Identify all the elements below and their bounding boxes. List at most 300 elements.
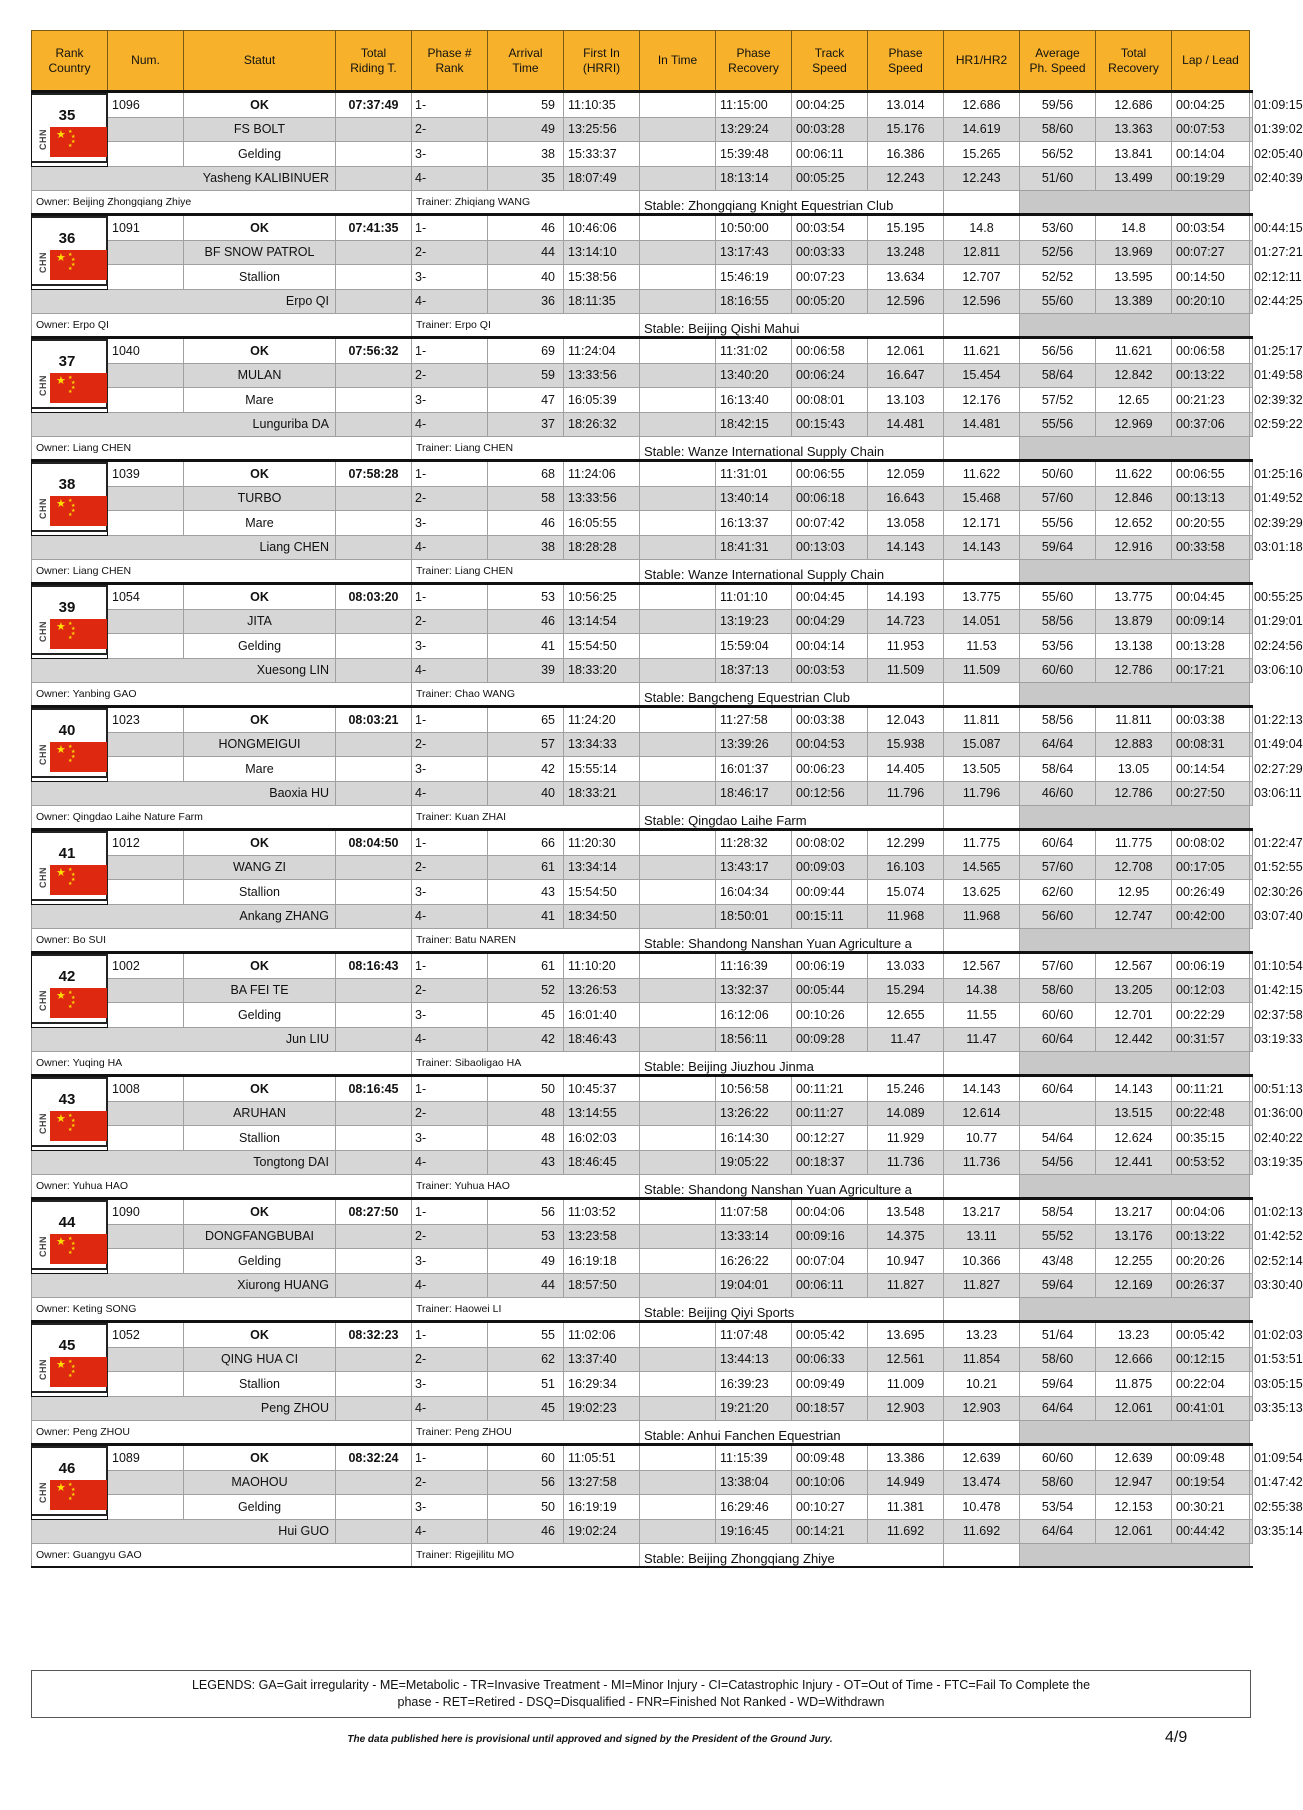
- stable-spacer: [1020, 1421, 1250, 1445]
- in-time: 11:15:00: [716, 92, 792, 118]
- num-spacer: [108, 1347, 184, 1372]
- in-time: 19:04:01: [716, 1273, 792, 1298]
- total-spacer: [336, 855, 412, 880]
- track-speed: 13.386: [868, 1445, 944, 1471]
- total-spacer: [336, 1396, 412, 1421]
- total-spacer: [336, 486, 412, 511]
- phase-label: 1-: [412, 830, 488, 856]
- in-time: 13:38:04: [716, 1470, 792, 1495]
- first-in: [640, 363, 716, 388]
- phase-label: 3-: [412, 142, 488, 167]
- lap-lead: 02:24:56: [1250, 634, 1253, 659]
- total-spacer: [336, 1372, 412, 1397]
- horse-number: 1012: [108, 830, 184, 856]
- stable: Stable: Beijing Jiuzhou Jinma: [640, 1052, 944, 1076]
- phase-speed: 12.567: [944, 953, 1020, 979]
- heart-rate: 57/60: [1020, 486, 1096, 511]
- heart-rate: 59/64: [1020, 535, 1096, 560]
- lap-lead: 01:09:54: [1250, 1445, 1253, 1471]
- phase-rank: 50: [488, 1076, 564, 1102]
- heart-rate: 64/64: [1020, 732, 1096, 757]
- first-in: [640, 412, 716, 437]
- track-speed: 11.736: [868, 1150, 944, 1175]
- arrival-time: 11:24:20: [564, 707, 640, 733]
- total-spacer: [336, 609, 412, 634]
- total-recovery: 00:31:57: [1172, 1027, 1250, 1052]
- phase-speed: 11.622: [944, 461, 1020, 487]
- phase-label: 3-: [412, 1372, 488, 1397]
- arrival-time: 16:19:19: [564, 1495, 640, 1520]
- arrival-time: 13:23:58: [564, 1224, 640, 1249]
- in-time: 13:40:20: [716, 363, 792, 388]
- in-time: 13:29:24: [716, 117, 792, 142]
- total-recovery: 00:19:54: [1172, 1470, 1250, 1495]
- phase-recovery: 00:06:55: [792, 461, 868, 487]
- stable-spacer: [1020, 437, 1250, 461]
- rank-number: 40: [58, 722, 76, 739]
- lap-lead: 01:42:15: [1250, 978, 1253, 1003]
- stable: Stable: Qingdao Laihe Farm: [640, 806, 944, 830]
- country-code: CHN: [38, 1236, 48, 1257]
- phase-recovery: 00:15:11: [792, 904, 868, 929]
- phase-rank: 45: [488, 1003, 564, 1028]
- heart-rate: 58/56: [1020, 707, 1096, 733]
- average-speed: 13.05: [1096, 757, 1172, 782]
- in-time: 11:16:39: [716, 953, 792, 979]
- column-header-phase: Phase # Rank: [412, 31, 488, 92]
- arrival-time: 11:03:52: [564, 1199, 640, 1225]
- phase-recovery: 00:07:23: [792, 265, 868, 290]
- phase-recovery: 00:07:42: [792, 511, 868, 536]
- china-flag-icon: ★ ★ ★ ★ ★: [50, 496, 107, 526]
- total-recovery: 00:27:50: [1172, 781, 1250, 806]
- rank-box: [32, 831, 108, 901]
- total-riding-time: 08:16:43: [336, 953, 412, 979]
- phase-speed: 11.796: [944, 781, 1020, 806]
- arrival-time: 18:26:32: [564, 412, 640, 437]
- table-row: [32, 658, 1253, 683]
- arrival-time: 18:33:20: [564, 658, 640, 683]
- average-speed: 12.441: [1096, 1150, 1172, 1175]
- heart-rate: 55/52: [1020, 1224, 1096, 1249]
- in-time: 19:16:45: [716, 1519, 792, 1544]
- total-recovery: 00:09:48: [1172, 1445, 1250, 1471]
- total-recovery: 00:13:13: [1172, 486, 1250, 511]
- lap-lead: 01:22:13: [1250, 707, 1253, 733]
- total-recovery: 00:12:03: [1172, 978, 1250, 1003]
- phase-recovery: 00:12:56: [792, 781, 868, 806]
- legend-line-2: phase - RET=Retired - DSQ=Disqualified - FNR=Finished Not Ranked - WD=Withdrawn: [397, 1695, 885, 1709]
- arrival-time: 13:14:55: [564, 1101, 640, 1126]
- trainer: Trainer: Liang CHEN: [412, 437, 640, 461]
- rider-name: Erpo QI: [32, 289, 336, 314]
- arrival-time: 13:14:54: [564, 609, 640, 634]
- table-row: [32, 1126, 1253, 1151]
- phase-rank: 36: [488, 289, 564, 314]
- heart-rate: 58/60: [1020, 1347, 1096, 1372]
- total-recovery: 00:22:48: [1172, 1101, 1250, 1126]
- table-row: [32, 1273, 1253, 1298]
- rank-box: [32, 462, 108, 532]
- phase-recovery: 00:11:21: [792, 1076, 868, 1102]
- first-in: [640, 1322, 716, 1348]
- owner-trainer-row: [32, 191, 1253, 215]
- average-speed: 12.95: [1096, 880, 1172, 905]
- total-spacer: [336, 166, 412, 191]
- phase-speed: 10.77: [944, 1126, 1020, 1151]
- in-time: 16:29:46: [716, 1495, 792, 1520]
- stable: Stable: Bangcheng Equestrian Club: [640, 683, 944, 707]
- table-row: [32, 289, 1253, 314]
- table-row: [32, 363, 1253, 388]
- china-flag-icon: ★ ★ ★ ★ ★: [50, 865, 107, 895]
- owner: Owner: Peng ZHOU: [32, 1421, 412, 1445]
- phase-label: 2-: [412, 486, 488, 511]
- table-row: [32, 388, 1253, 413]
- phase-speed: 12.707: [944, 265, 1020, 290]
- trainer: Trainer: Erpo QI: [412, 314, 640, 338]
- in-time: 11:31:02: [716, 338, 792, 364]
- rank-number: 46: [58, 1460, 76, 1477]
- table-row: [32, 904, 1253, 929]
- phase-speed: 12.686: [944, 92, 1020, 118]
- phase-label: 1-: [412, 92, 488, 118]
- total-recovery: 00:20:55: [1172, 511, 1250, 536]
- heart-rate: 58/64: [1020, 757, 1096, 782]
- first-in: [640, 757, 716, 782]
- phase-rank: 58: [488, 486, 564, 511]
- phase-label: 3-: [412, 757, 488, 782]
- phase-label: 1-: [412, 1199, 488, 1225]
- track-speed: 16.643: [868, 486, 944, 511]
- total-recovery: 00:09:14: [1172, 609, 1250, 634]
- first-in: [640, 1495, 716, 1520]
- country-code: CHN: [38, 129, 48, 150]
- track-speed: 13.634: [868, 265, 944, 290]
- first-in: [640, 880, 716, 905]
- horse-gender: Stallion: [184, 1126, 336, 1151]
- num-spacer: [108, 1003, 184, 1028]
- phase-rank: 56: [488, 1199, 564, 1225]
- heart-rate: 60/64: [1020, 830, 1096, 856]
- track-speed: 16.647: [868, 363, 944, 388]
- column-header-hr: HR1/HR2: [944, 31, 1020, 92]
- phase-rank: 51: [488, 1372, 564, 1397]
- num-spacer: [108, 1101, 184, 1126]
- phase-speed: 12.171: [944, 511, 1020, 536]
- num-spacer: [108, 1495, 184, 1520]
- total-spacer: [336, 1150, 412, 1175]
- first-in: [640, 609, 716, 634]
- owner: Owner: Liang CHEN: [32, 437, 412, 461]
- phase-speed: 14.565: [944, 855, 1020, 880]
- lap-lead: 02:59:22: [1250, 412, 1253, 437]
- lap-lead: 02:37:58: [1250, 1003, 1253, 1028]
- phase-recovery: 00:09:28: [792, 1027, 868, 1052]
- rank-box: [32, 708, 108, 778]
- lap-lead: 01:02:13: [1250, 1199, 1253, 1225]
- total-spacer: [336, 142, 412, 167]
- phase-rank: 46: [488, 609, 564, 634]
- average-speed: 13.499: [1096, 166, 1172, 191]
- stable-spacer: [944, 560, 1020, 584]
- total-riding-time: 08:03:20: [336, 584, 412, 610]
- owner: Owner: Yanbing GAO: [32, 683, 412, 707]
- phase-recovery: 00:10:26: [792, 1003, 868, 1028]
- status: OK: [184, 338, 336, 364]
- phase-label: 2-: [412, 363, 488, 388]
- in-time: 13:40:14: [716, 486, 792, 511]
- rider-name: Xiurong HUANG: [32, 1273, 336, 1298]
- column-header-phase-speed: Phase Speed: [868, 31, 944, 92]
- rank-number: 42: [58, 968, 76, 985]
- horse-gender: Gelding: [184, 142, 336, 167]
- phase-speed: 12.639: [944, 1445, 1020, 1471]
- stable: Stable: Wanze International Supply Chain: [640, 437, 944, 461]
- phase-recovery: 00:06:23: [792, 757, 868, 782]
- heart-rate: 56/52: [1020, 142, 1096, 167]
- phase-rank: 47: [488, 388, 564, 413]
- phase-rank: 46: [488, 215, 564, 241]
- lap-lead: 02:55:38: [1250, 1495, 1253, 1520]
- table-row: [32, 1027, 1253, 1052]
- country-code: CHN: [38, 498, 48, 519]
- total-spacer: [336, 757, 412, 782]
- average-speed: 12.947: [1096, 1470, 1172, 1495]
- total-recovery: 00:06:58: [1172, 338, 1250, 364]
- arrival-time: 19:02:24: [564, 1519, 640, 1544]
- owner: Owner: Keting SONG: [32, 1298, 412, 1322]
- heart-rate: 56/60: [1020, 904, 1096, 929]
- column-header-total: Total Riding T.: [336, 31, 412, 92]
- table-row: [32, 1347, 1253, 1372]
- phase-speed: 15.265: [944, 142, 1020, 167]
- stable: Stable: Anhui Fanchen Equestrian: [640, 1421, 944, 1445]
- phase-rank: 62: [488, 1347, 564, 1372]
- owner: Owner: Qingdao Laihe Nature Farm: [32, 806, 412, 830]
- phase-rank: 61: [488, 855, 564, 880]
- total-spacer: [336, 1273, 412, 1298]
- heart-rate: 51/60: [1020, 166, 1096, 191]
- heart-rate: 64/64: [1020, 1396, 1096, 1421]
- phase-speed: 11.968: [944, 904, 1020, 929]
- phase-label: 4-: [412, 1396, 488, 1421]
- total-riding-time: 07:37:49: [336, 92, 412, 118]
- phase-rank: 42: [488, 1027, 564, 1052]
- entry-block: [32, 707, 1303, 830]
- phase-rank: 38: [488, 535, 564, 560]
- stable-spacer: [1020, 1298, 1250, 1322]
- phase-recovery: 00:12:27: [792, 1126, 868, 1151]
- table-header-row: [32, 31, 1253, 92]
- stable-spacer: [944, 314, 1020, 338]
- phase-speed: 14.143: [944, 535, 1020, 560]
- track-speed: 13.103: [868, 388, 944, 413]
- total-recovery: 00:20:10: [1172, 289, 1250, 314]
- horse-gender: Gelding: [184, 1003, 336, 1028]
- rank-country-cell: [32, 215, 108, 290]
- average-speed: 12.169: [1096, 1273, 1172, 1298]
- entry-block: [32, 461, 1303, 584]
- phase-label: 2-: [412, 855, 488, 880]
- phase-rank: 69: [488, 338, 564, 364]
- phase-recovery: 00:18:37: [792, 1150, 868, 1175]
- total-recovery: 00:22:04: [1172, 1372, 1250, 1397]
- rank-box: [32, 954, 108, 1024]
- stable-spacer: [944, 1175, 1020, 1199]
- entry-block: [32, 830, 1303, 953]
- arrival-time: 18:46:45: [564, 1150, 640, 1175]
- in-time: 13:44:13: [716, 1347, 792, 1372]
- arrival-time: 13:26:53: [564, 978, 640, 1003]
- arrival-time: 18:34:50: [564, 904, 640, 929]
- first-in: [640, 117, 716, 142]
- stable-spacer: [944, 683, 1020, 707]
- total-spacer: [336, 117, 412, 142]
- phase-label: 1-: [412, 953, 488, 979]
- column-header-in-time: In Time: [640, 31, 716, 92]
- num-spacer: [108, 240, 184, 265]
- in-time: 16:26:22: [716, 1249, 792, 1274]
- table-row: [32, 511, 1253, 536]
- china-flag-icon: ★ ★ ★ ★ ★: [50, 1111, 107, 1141]
- phase-speed: 11.692: [944, 1519, 1020, 1544]
- china-flag-icon: ★ ★ ★ ★ ★: [50, 742, 107, 772]
- in-time: 18:56:11: [716, 1027, 792, 1052]
- arrival-time: 16:01:40: [564, 1003, 640, 1028]
- lap-lead: 03:30:40: [1250, 1273, 1253, 1298]
- phase-speed: 10.21: [944, 1372, 1020, 1397]
- phase-recovery: 00:05:44: [792, 978, 868, 1003]
- in-time: 10:50:00: [716, 215, 792, 241]
- first-in: [640, 904, 716, 929]
- in-time: 13:43:17: [716, 855, 792, 880]
- in-time: 11:07:48: [716, 1322, 792, 1348]
- arrival-time: 10:46:06: [564, 215, 640, 241]
- stable: Stable: Beijing Qishi Mahui: [640, 314, 944, 338]
- track-speed: 12.903: [868, 1396, 944, 1421]
- phase-speed: 13.23: [944, 1322, 1020, 1348]
- heart-rate: 60/64: [1020, 1027, 1096, 1052]
- horse-number: 1054: [108, 584, 184, 610]
- phase-rank: 46: [488, 1519, 564, 1544]
- lap-lead: 01:25:16: [1250, 461, 1253, 487]
- phase-rank: 43: [488, 1150, 564, 1175]
- heart-rate: 60/60: [1020, 1003, 1096, 1028]
- phase-speed: 11.775: [944, 830, 1020, 856]
- first-in: [640, 1273, 716, 1298]
- heart-rate: 58/54: [1020, 1199, 1096, 1225]
- average-speed: 13.515: [1096, 1101, 1172, 1126]
- track-speed: 14.143: [868, 535, 944, 560]
- phase-label: 1-: [412, 461, 488, 487]
- phase-recovery: 00:03:38: [792, 707, 868, 733]
- phase-speed: 10.478: [944, 1495, 1020, 1520]
- heart-rate: 60/60: [1020, 1445, 1096, 1471]
- arrival-time: 15:55:14: [564, 757, 640, 782]
- arrival-time: 10:45:37: [564, 1076, 640, 1102]
- arrival-time: 15:54:50: [564, 634, 640, 659]
- total-recovery: 00:14:50: [1172, 265, 1250, 290]
- total-spacer: [336, 634, 412, 659]
- heart-rate: 58/60: [1020, 117, 1096, 142]
- track-speed: 11.509: [868, 658, 944, 683]
- rank-country-cell: [32, 92, 108, 167]
- arrival-time: 13:25:56: [564, 117, 640, 142]
- track-speed: 14.949: [868, 1470, 944, 1495]
- arrival-time: 11:20:30: [564, 830, 640, 856]
- track-speed: 11.953: [868, 634, 944, 659]
- phase-label: 1-: [412, 1445, 488, 1471]
- phase-label: 1-: [412, 1076, 488, 1102]
- owner: Owner: Guangyu GAO: [32, 1544, 412, 1568]
- horse-gender: Stallion: [184, 880, 336, 905]
- country-code: CHN: [38, 375, 48, 396]
- trainer: Trainer: Zhiqiang WANG: [412, 191, 640, 215]
- table-row: [32, 535, 1253, 560]
- average-speed: 12.153: [1096, 1495, 1172, 1520]
- table-row: [32, 1150, 1253, 1175]
- average-speed: 13.205: [1096, 978, 1172, 1003]
- in-time: 13:17:43: [716, 240, 792, 265]
- entry-block: [32, 1076, 1303, 1199]
- num-spacer: [108, 757, 184, 782]
- first-in: [640, 1470, 716, 1495]
- phase-rank: 49: [488, 1249, 564, 1274]
- total-recovery: 00:13:28: [1172, 634, 1250, 659]
- lap-lead: 00:55:25: [1250, 584, 1253, 610]
- phase-speed: 13.217: [944, 1199, 1020, 1225]
- track-speed: 15.938: [868, 732, 944, 757]
- arrival-time: 16:05:39: [564, 388, 640, 413]
- rider-name: Jun LIU: [32, 1027, 336, 1052]
- phase-rank: 43: [488, 880, 564, 905]
- owner-trainer-row: [32, 314, 1253, 338]
- rider-name: Hui GUO: [32, 1519, 336, 1544]
- stable-spacer: [944, 1052, 1020, 1076]
- first-in: [640, 1199, 716, 1225]
- lap-lead: 02:12:11: [1250, 265, 1253, 290]
- track-speed: 15.074: [868, 880, 944, 905]
- phase-speed: 10.366: [944, 1249, 1020, 1274]
- lap-lead: 03:07:40: [1250, 904, 1253, 929]
- lap-lead: 01:25:17: [1250, 338, 1253, 364]
- phase-recovery: 00:14:21: [792, 1519, 868, 1544]
- stable-spacer: [1020, 1544, 1250, 1568]
- phase-rank: 53: [488, 1224, 564, 1249]
- track-speed: 12.243: [868, 166, 944, 191]
- owner-trainer-row: [32, 1052, 1253, 1076]
- total-spacer: [336, 1519, 412, 1544]
- status: OK: [184, 92, 336, 118]
- heart-rate: 57/52: [1020, 388, 1096, 413]
- phase-rank: 49: [488, 117, 564, 142]
- stable-spacer: [944, 1298, 1020, 1322]
- horse-name: BA FEI TE: [184, 978, 336, 1003]
- first-in: [640, 1224, 716, 1249]
- lap-lead: 01:49:52: [1250, 486, 1253, 511]
- in-time: 11:15:39: [716, 1445, 792, 1471]
- phase-rank: 68: [488, 461, 564, 487]
- average-speed: 12.883: [1096, 732, 1172, 757]
- in-time: 13:39:26: [716, 732, 792, 757]
- first-in: [640, 658, 716, 683]
- first-in: [640, 142, 716, 167]
- horse-gender: Mare: [184, 388, 336, 413]
- average-speed: 12.842: [1096, 363, 1172, 388]
- lap-lead: 01:49:58: [1250, 363, 1253, 388]
- phase-rank: 48: [488, 1101, 564, 1126]
